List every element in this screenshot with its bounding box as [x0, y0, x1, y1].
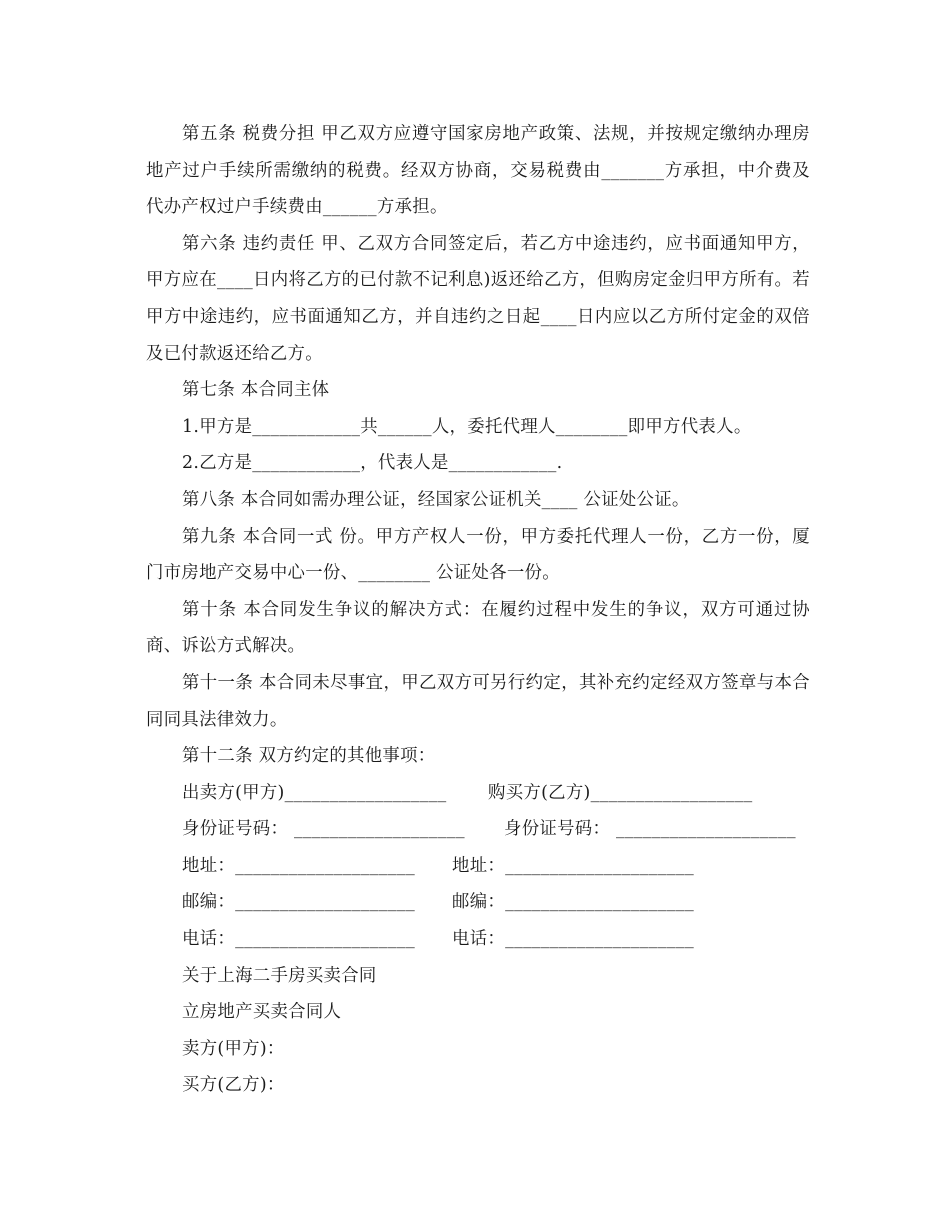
clause-6-breach: 第六条 违约责任 甲、乙双方合同签定后，若乙方中途违约，应书面通知甲方，甲方应在____日内将乙方的已付款不记利息)返还给乙方，但购房定金归甲方所有。若甲方中途违约，应书面通知乙方，并自违约之日起____日内应以乙方所付定金的双倍及已付款返还给乙方。	[146, 233, 810, 364]
signature-row-address	[146, 848, 810, 885]
seller-address-field: 地址：____________________	[182, 855, 415, 876]
buyer-address-field: 地址：_____________________	[452, 855, 694, 876]
clause-8-notary: 第八条 本合同如需办理公证，经国家公证机关____ 公证处公证。	[182, 489, 690, 510]
contract-title-line: 关于上海二手房买卖合同	[182, 965, 377, 986]
buyer-party-field: 购买方(乙方)__________________	[488, 782, 753, 803]
signature-row-phone	[146, 921, 810, 958]
contract-parties-line: 立房地产买卖合同人	[182, 1002, 342, 1023]
seller-postcode-field: 邮编：____________________	[182, 892, 415, 913]
buyer-id-field: 身份证号码： ____________________	[504, 819, 796, 840]
clause-12-other: 第十二条 双方约定的其他事项：	[182, 746, 436, 767]
document-body	[146, 116, 810, 1104]
clause-7-item-2: 2.乙方是____________，代表人是____________.	[182, 453, 563, 474]
buyer-postcode-field: 邮编：_____________________	[452, 892, 694, 913]
seller-phone-field: 电话：____________________	[182, 929, 415, 950]
clause-9-copies: 第九条 本合同一式 份。甲方产权人一份，甲方委托代理人一份，乙方一份，厦门市房地产交易中心一份、________ 公证处各一份。	[146, 526, 810, 584]
clause-7-heading: 第七条 本合同主体	[182, 380, 330, 401]
clause-11-supplement: 第十一条 本合同未尽事宜，甲乙双方可另行约定，其补充约定经双方签章与本合同同具法律效力。	[146, 672, 810, 730]
clause-7-item-1: 1.甲方是____________共______人，委托代理人________即甲方代表人。	[182, 416, 752, 437]
signature-row-party	[146, 775, 810, 812]
seller-party-field: 出卖方(甲方)__________________	[182, 782, 447, 803]
signature-row-postcode	[146, 884, 810, 921]
seller-label: 卖方(甲方)：	[182, 1038, 285, 1059]
clause-10-dispute: 第十条 本合同发生争议的解决方式：在履约过程中发生的争议，双方可通过协商、诉讼方式解决。	[146, 599, 810, 657]
seller-id-field: 身份证号码： ___________________	[182, 819, 465, 840]
buyer-phone-field: 电话：_____________________	[452, 929, 694, 950]
buyer-label: 买方(乙方)：	[182, 1075, 285, 1096]
clause-5-tax: 第五条 税费分担 甲乙双方应遵守国家房地产政策、法规，并按规定缴纳办理房地产过户手续所需缴纳的税费。经双方协商，交易税费由_______方承担，中介费及代办产权过户手续费由______方承担。	[146, 124, 810, 218]
signature-row-id	[146, 811, 810, 848]
